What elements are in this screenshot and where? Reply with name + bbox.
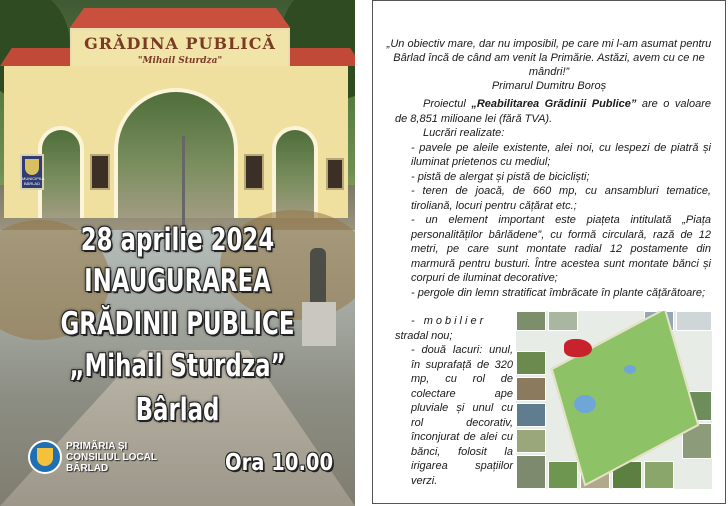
- gate-inscription: GRĂDINA PUBLICĂ: [84, 34, 276, 53]
- plan-playground-area: [564, 339, 592, 357]
- organizer-line: PRIMĂRIA ȘI: [66, 441, 128, 452]
- works-heading: Lucrări realizate:: [423, 127, 505, 139]
- photo-thumbnail: [516, 429, 546, 453]
- gate-plaque: [90, 154, 110, 190]
- gate-main-arch: [114, 88, 238, 218]
- works-item: - pavele pe aleile existente, alei noi, cu lespezi de piatră și iluminat prietenos cu mediul;: [411, 141, 711, 168]
- organizer-name: [66, 441, 196, 474]
- intro-prefix: Proiectul: [423, 98, 472, 110]
- quote-author: Primarul Dumitru Boroș: [491, 80, 607, 92]
- plan-lake: [624, 365, 636, 374]
- works-item: - mobilier: [411, 315, 487, 327]
- garden-gate: [12, 8, 348, 218]
- works-item-lakes: - două lacuri: unul, în suprafață de 320 mp, cu rol de colectare ape pluviale și unul cu rol decorativ, înconjurat de alei cu bănci, folosit la irigarea spațiilor verzi.: [411, 344, 513, 487]
- project-name: „Reabilitarea Grădinii Publice”: [471, 98, 637, 110]
- event-date: 28 aprilie 2024: [80, 222, 275, 258]
- photo-thumbnail: [548, 311, 578, 331]
- works-item: - pergole din lemn stratificat îmbrăcate în plante cățărătoare;: [411, 286, 706, 299]
- project-intro: [395, 97, 711, 126]
- organizer-logo: [28, 440, 188, 484]
- plan-lake: [574, 395, 596, 413]
- gate-inscription-name: "Mihail Sturdza": [137, 56, 223, 66]
- garden-plan-collage: [516, 311, 712, 489]
- works-item: - teren de joacă, de 660 mp, cu ansambluri tematice, tiroliană, locuri pentru cățărat etc.;: [411, 185, 711, 212]
- organizer-line: CONSILIUL LOCAL: [66, 452, 157, 463]
- project-description: [395, 97, 711, 300]
- works-item: - pistă de alergat și pistă de bicicliști;: [411, 170, 590, 183]
- shield-icon: [37, 448, 53, 466]
- works-list-continued: [395, 314, 513, 488]
- gate-right-arch: [272, 126, 318, 218]
- municipality-sign: [20, 154, 44, 190]
- municipality-sign-text: MUNICIPIUL BÂRLAD: [22, 176, 46, 186]
- lamp-post: [182, 136, 185, 231]
- photo-thumbnail: [676, 311, 712, 331]
- event-hour: Ora 10.00: [225, 450, 334, 476]
- photo-thumbnail: [516, 311, 546, 331]
- event-poster: [0, 0, 355, 506]
- gate-plaque: [244, 154, 264, 190]
- photo-thumbnail: [644, 461, 674, 489]
- gate-roof: [60, 8, 300, 28]
- photo-thumbnail: [516, 455, 546, 489]
- city-emblem-icon: [28, 440, 62, 474]
- event-title-line4: Bârlad: [135, 392, 220, 428]
- photo-thumbnail: [516, 351, 546, 375]
- gate-body: [4, 66, 348, 218]
- gate-plaque: [326, 158, 344, 190]
- works-item: stradal nou;: [395, 329, 453, 342]
- intro-suffix: are o valoare de 8,851 milioane lei (fără TVA).: [395, 98, 711, 125]
- info-panel: [372, 0, 726, 504]
- gate-left-arch: [38, 126, 84, 218]
- event-title-line2: GRĂDINII PUBLICE: [60, 306, 295, 342]
- event-title-line3: „Mihail Sturdza”: [69, 348, 286, 384]
- works-item: - un element important este piațeta intitulată „Piața personalităților bârlădene”, cu formă circulară, rază de 12 metri, pe care sunt montate radial 12 postamente din marmură pentru busturi. Între acestea sunt montate bănci și corpuri de iluminat decorative;: [411, 214, 711, 284]
- photo-thumbnail: [548, 461, 578, 489]
- photo-thumbnail: [516, 377, 546, 401]
- event-title-line1: INAUGURAREA: [84, 263, 271, 299]
- quote-text: „Un obiectiv mare, dar nu imposibil, pe care mi l-am asumat pentru Bârlad încă de când am venit la Primărie. Astăzi, avem cu ce ne mândri!”: [386, 38, 712, 78]
- photo-thumbnail: [516, 403, 546, 427]
- organizer-line: BÂRLAD: [66, 463, 109, 474]
- mayor-quote: [383, 37, 715, 93]
- coat-of-arms-icon: [25, 159, 39, 175]
